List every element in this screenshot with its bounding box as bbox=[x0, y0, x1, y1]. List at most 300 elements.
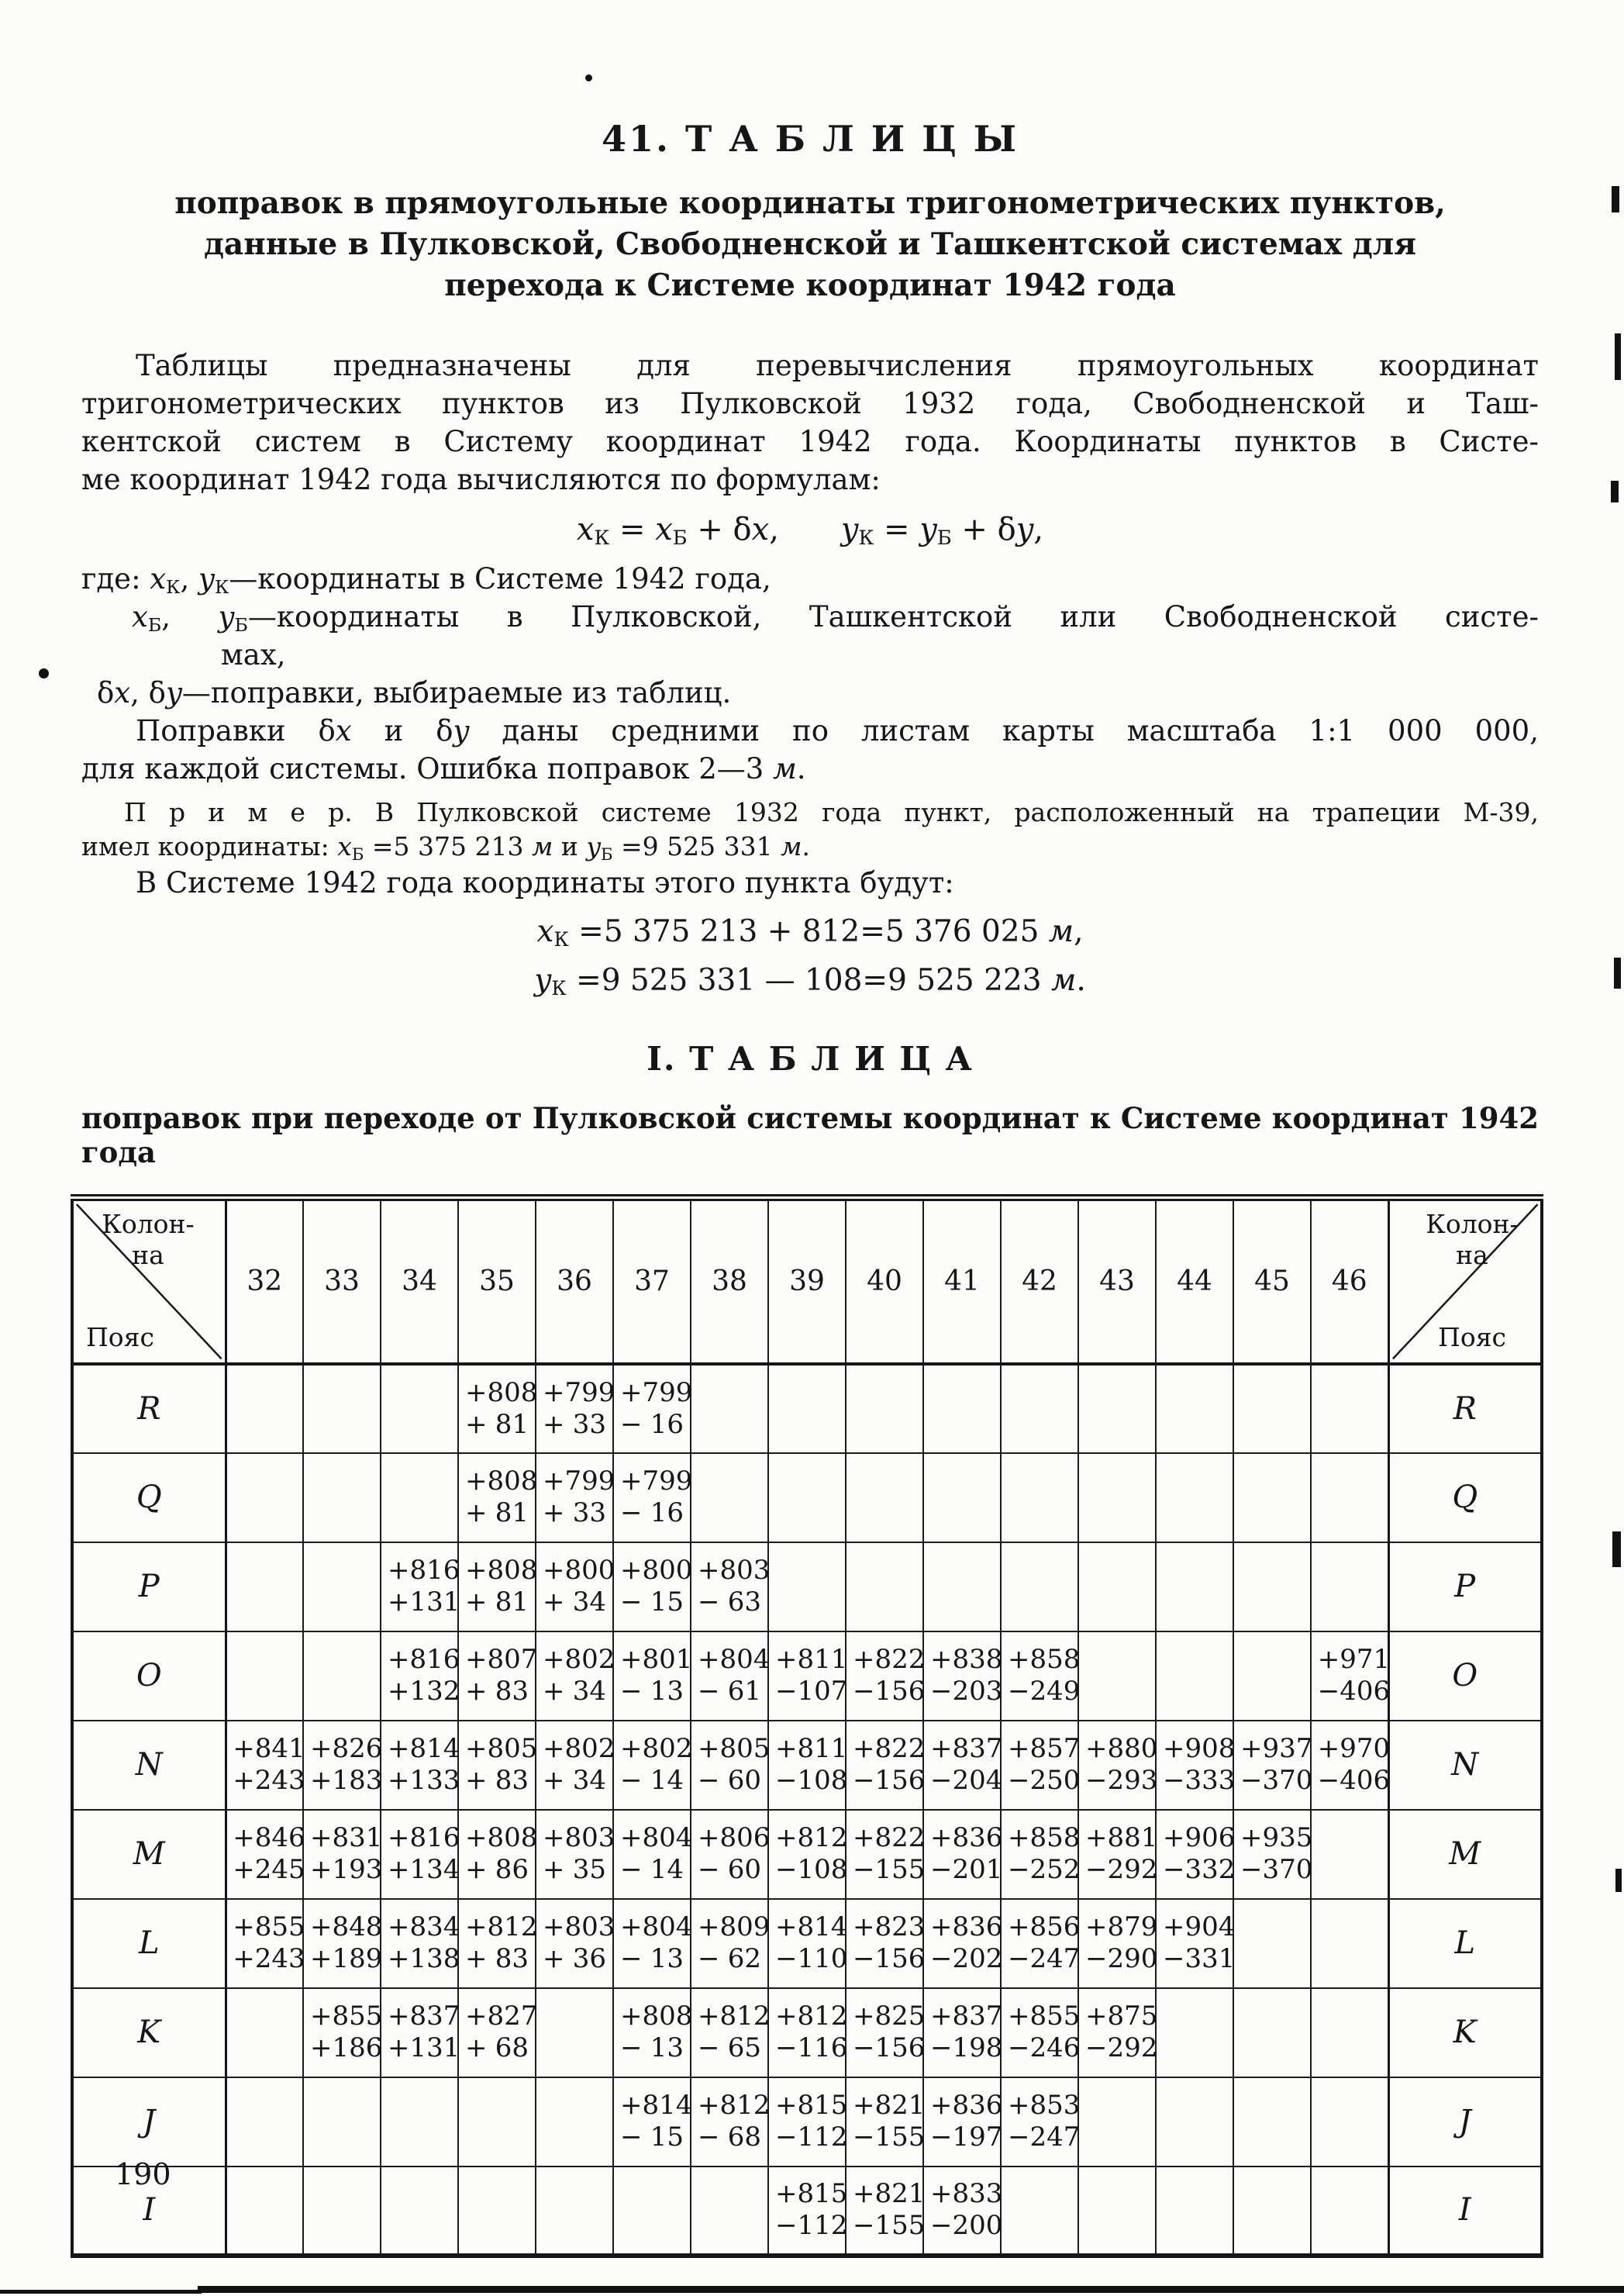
correction-value: − 112 bbox=[775, 2210, 848, 2241]
correction-cell-P-39 bbox=[768, 1542, 846, 1631]
correction-value: − 13 bbox=[620, 2032, 684, 2063]
column-header-37: 37 bbox=[613, 1198, 691, 1364]
correction-value: − 13 bbox=[620, 1943, 684, 1974]
correction-value: − 406 bbox=[1317, 1765, 1391, 1796]
correction-value: − 116 bbox=[775, 2032, 848, 2063]
correction-value: − 112 bbox=[775, 2122, 848, 2153]
correction-value: + 811 bbox=[775, 1644, 848, 1675]
correction-cell-J-39 bbox=[768, 2077, 846, 2167]
main-formula: $x_К = x_Б + \delta x$, $y_К = y_Б + \delta y$, bbox=[576, 512, 1044, 550]
correction-value: + 34 bbox=[543, 1586, 606, 1618]
correction-cell-I-40 bbox=[846, 2167, 926, 2256]
row-label-right-M: M bbox=[1388, 1810, 1542, 1899]
correction-pair bbox=[620, 1644, 693, 1707]
correction-cell-K-41 bbox=[923, 1988, 1001, 2077]
correction-pair bbox=[388, 1822, 460, 1886]
correction-value: + 245 bbox=[233, 1854, 305, 1885]
row-label-left-N: N bbox=[72, 1721, 226, 1810]
example-paragraph bbox=[81, 796, 1539, 864]
column-header-44: 44 bbox=[1156, 1198, 1233, 1364]
scan-bottom-bar bbox=[0, 2290, 202, 2294]
correction-value: − 155 bbox=[853, 2210, 926, 2241]
correction-value: + 803 bbox=[543, 1911, 615, 1942]
text-line: ме координат 1942 года вычисляются по формулам: bbox=[81, 463, 881, 496]
correction-value: + 81 bbox=[465, 1408, 529, 1440]
correction-value: + 799 bbox=[620, 1376, 693, 1408]
correction-cell-O-36 bbox=[536, 1631, 613, 1721]
correction-pair bbox=[1008, 1644, 1081, 1707]
correction-value: − 406 bbox=[1317, 1676, 1391, 1707]
correction-value: − 156 bbox=[853, 1765, 926, 1796]
correction-cell-N-35 bbox=[458, 1721, 536, 1810]
correction-cell-N-42 bbox=[1001, 1721, 1081, 1810]
correction-pair bbox=[310, 1733, 383, 1797]
column-header-38: 38 bbox=[691, 1198, 768, 1364]
correction-cell-Q-46 bbox=[1311, 1453, 1388, 1542]
correction-cell-P-35 bbox=[458, 1542, 536, 1631]
correction-cell-J-40 bbox=[846, 2077, 926, 2167]
correction-cell-L-42 bbox=[1001, 1899, 1081, 1988]
correction-cell-M-44 bbox=[1156, 1810, 1236, 1899]
correction-cell-I-36 bbox=[536, 2167, 613, 2256]
text-line: $x_Б$, $y_Б—координаты$ в Пулковской, Ташкентской или Свободненской систе- bbox=[132, 600, 1540, 636]
scan-edge-mark bbox=[1615, 1869, 1622, 1892]
correction-value: + 904 bbox=[1163, 1911, 1236, 1942]
correction-pair bbox=[620, 2090, 693, 2153]
chapter-subtitle-line: данные в Пулковской, Свободненской и Ташкентской системах для bbox=[203, 226, 1417, 262]
correction-value: − 63 bbox=[698, 1586, 761, 1618]
correction-cell-M-46 bbox=[1311, 1810, 1388, 1899]
correction-cell-K-43 bbox=[1078, 1988, 1156, 2077]
correction-value: + 33 bbox=[543, 1408, 606, 1440]
column-header-41: 41 bbox=[923, 1198, 1001, 1364]
correction-cell-I-37 bbox=[613, 2167, 691, 2256]
correction-value: + 827 bbox=[465, 2001, 538, 2032]
correction-value: + 857 bbox=[1008, 1733, 1081, 1764]
correction-value: − 156 bbox=[853, 1676, 926, 1707]
correction-pair bbox=[1240, 1822, 1313, 1886]
correction-value: − 250 bbox=[1008, 1765, 1081, 1796]
correction-value: + 970 bbox=[1317, 1733, 1391, 1764]
correction-cell-M-36 bbox=[536, 1810, 613, 1899]
correction-value: + 131 bbox=[388, 2032, 460, 2063]
correction-cell-P-32 bbox=[226, 1542, 303, 1631]
correction-cell-R-43 bbox=[1078, 1364, 1156, 1453]
correction-value: − 292 bbox=[1085, 2032, 1158, 2063]
correction-value: − 292 bbox=[1085, 1854, 1158, 1885]
correction-value: + 837 bbox=[930, 1733, 1003, 1764]
correction-value: + 833 bbox=[930, 2178, 1003, 2209]
correction-value: + 800 bbox=[620, 1555, 693, 1586]
correction-value: − 16 bbox=[620, 1497, 684, 1528]
table-header-row bbox=[72, 1198, 1542, 1364]
correction-cell-P-36 bbox=[536, 1542, 613, 1631]
correction-value: + 799 bbox=[543, 1466, 615, 1497]
row-label-left-P: P bbox=[72, 1542, 226, 1631]
correction-value: + 821 bbox=[853, 2178, 926, 2209]
correction-value: − 332 bbox=[1163, 1854, 1236, 1885]
correction-value: − 293 bbox=[1085, 1765, 1158, 1796]
correction-value: + 804 bbox=[620, 1911, 693, 1942]
correction-pair bbox=[465, 1555, 538, 1618]
correction-cell-L-38 bbox=[691, 1899, 771, 1988]
correction-value: + 81 bbox=[465, 1586, 529, 1618]
correction-pair bbox=[620, 1733, 693, 1797]
correction-cell-J-38 bbox=[691, 2077, 771, 2167]
correction-pair bbox=[620, 1822, 693, 1886]
correction-cell-N-39 bbox=[768, 1721, 846, 1810]
correction-cell-J-44 bbox=[1156, 2077, 1233, 2167]
correction-pair bbox=[388, 2001, 460, 2064]
correction-pair bbox=[775, 1733, 848, 1797]
row-label-right-R: R bbox=[1388, 1364, 1542, 1453]
result-intro-line bbox=[81, 864, 1539, 902]
correction-value: − 252 bbox=[1008, 1854, 1081, 1885]
correction-value: + 800 bbox=[543, 1555, 615, 1586]
correction-pair bbox=[620, 1376, 693, 1441]
correction-pair bbox=[853, 2090, 926, 2153]
row-label-left-L: L bbox=[72, 1899, 226, 1988]
page-number: 190 bbox=[115, 2157, 171, 2191]
correction-cell-I-46 bbox=[1311, 2167, 1388, 2256]
correction-value: + 804 bbox=[698, 1644, 771, 1675]
correction-value: + 134 bbox=[388, 1854, 460, 1885]
correction-value: + 881 bbox=[1085, 1822, 1158, 1853]
table-row-L bbox=[72, 1899, 1542, 1988]
correction-cell-J-35 bbox=[458, 2077, 536, 2167]
correction-cell-I-43 bbox=[1078, 2167, 1156, 2256]
row-label-left-J: J bbox=[72, 2077, 226, 2167]
correction-cell-N-37 bbox=[613, 1721, 691, 1810]
correction-value: + 812 bbox=[775, 1822, 848, 1853]
correction-pair bbox=[1008, 1822, 1081, 1886]
chapter-title: 41. Т А Б Л И Ц Ы bbox=[602, 118, 1019, 160]
column-header-33: 33 bbox=[303, 1198, 381, 1364]
correction-value: + 823 bbox=[853, 1911, 926, 1942]
scan-edge-mark bbox=[1615, 333, 1621, 380]
correction-pair bbox=[930, 1911, 1003, 1975]
correction-cell-M-39 bbox=[768, 1810, 846, 1899]
correction-value: − 246 bbox=[1008, 2032, 1081, 2063]
correction-cell-J-37 bbox=[613, 2077, 691, 2167]
row-label-left-O: O bbox=[72, 1631, 226, 1721]
correction-cell-I-35 bbox=[458, 2167, 536, 2256]
correction-pair bbox=[698, 1911, 771, 1975]
chapter-subtitle bbox=[81, 183, 1539, 306]
row-label-right-O: O bbox=[1388, 1631, 1542, 1721]
correction-value: + 822 bbox=[853, 1822, 926, 1853]
correction-value: − 13 bbox=[620, 1676, 684, 1707]
correction-cell-K-45 bbox=[1233, 1988, 1311, 2077]
text-line: кентской систем в Систему координат 1942 года. Координаты пунктов в Систе- bbox=[81, 425, 1539, 458]
correction-cell-J-33 bbox=[303, 2077, 381, 2167]
correction-value: − 370 bbox=[1240, 1854, 1313, 1885]
correction-value: + 821 bbox=[853, 2090, 926, 2121]
column-header-45: 45 bbox=[1233, 1198, 1311, 1364]
correction-cell-R-32 bbox=[226, 1364, 303, 1453]
correction-cell-O-44 bbox=[1156, 1631, 1233, 1721]
correction-value: + 906 bbox=[1163, 1822, 1236, 1853]
chapter-subtitle-line: поправок в прямоугольные координаты тригонометрических пунктов, bbox=[174, 185, 1446, 221]
correction-pair bbox=[543, 1911, 615, 1975]
text-line: для каждой системы. Ошибка поправок 2—3 м. bbox=[81, 752, 806, 785]
correction-cell-M-35 bbox=[458, 1810, 536, 1899]
column-header-34: 34 bbox=[381, 1198, 458, 1364]
correction-value: + 243 bbox=[233, 1943, 305, 1974]
correction-value: + 822 bbox=[853, 1644, 926, 1675]
text-line: Поправки δx и δy даны средними по листам карты масштаба 1:1 000 000, bbox=[136, 714, 1539, 747]
correction-value: − 331 bbox=[1163, 1943, 1236, 1974]
correction-value: + 83 bbox=[465, 1676, 529, 1707]
correction-cell-O-34 bbox=[381, 1631, 458, 1721]
correction-value: + 138 bbox=[388, 1943, 460, 1974]
column-header-35: 35 bbox=[458, 1198, 536, 1364]
correction-value: − 200 bbox=[930, 2210, 1003, 2241]
correction-cell-N-41 bbox=[923, 1721, 1001, 1810]
correction-cell-J-36 bbox=[536, 2077, 613, 2167]
table-row-O bbox=[72, 1631, 1542, 1721]
correction-pair bbox=[1008, 1911, 1081, 1975]
correction-pair bbox=[1008, 1733, 1081, 1797]
correction-cell-O-33 bbox=[303, 1631, 381, 1721]
correction-value: + 853 bbox=[1008, 2090, 1081, 2121]
corner-cell-left bbox=[72, 1198, 226, 1364]
correction-cell-I-32 bbox=[226, 2167, 303, 2256]
correction-value: − 68 bbox=[698, 2122, 761, 2153]
correction-cell-I-33 bbox=[303, 2167, 381, 2256]
scan-speck bbox=[585, 74, 592, 81]
correction-cell-N-38 bbox=[691, 1721, 771, 1810]
row-label-right-K: K bbox=[1388, 1988, 1542, 2077]
correction-pair bbox=[1163, 1911, 1236, 1975]
correction-value: + 935 bbox=[1240, 1822, 1313, 1853]
table-row-I bbox=[72, 2167, 1542, 2256]
intro-paragraph bbox=[81, 347, 1539, 499]
correction-cell-L-43 bbox=[1078, 1899, 1156, 1988]
correction-cell-Q-40 bbox=[846, 1453, 923, 1542]
correction-cell-Q-33 bbox=[303, 1453, 381, 1542]
row-label-right-Q: Q bbox=[1388, 1453, 1542, 1542]
correction-pair bbox=[543, 1733, 615, 1797]
correction-cell-M-32 bbox=[226, 1810, 303, 1899]
correction-cell-R-44 bbox=[1156, 1364, 1233, 1453]
scan-bottom-bar bbox=[198, 2286, 1624, 2293]
correction-value: + 826 bbox=[310, 1733, 383, 1764]
table-row-K bbox=[72, 1988, 1542, 2077]
correction-pair bbox=[1240, 1733, 1313, 1797]
correction-cell-R-41 bbox=[923, 1364, 1001, 1453]
correction-cell-R-42 bbox=[1001, 1364, 1078, 1453]
table-row-J bbox=[72, 2077, 1542, 2167]
row-label-right-P: P bbox=[1388, 1542, 1542, 1631]
correction-value: − 247 bbox=[1008, 1943, 1081, 1974]
row-label-right-J: J bbox=[1388, 2077, 1542, 2167]
correction-pair bbox=[698, 1733, 771, 1797]
correction-value: + 186 bbox=[310, 2032, 383, 2063]
correction-value: + 816 bbox=[388, 1644, 460, 1675]
correction-cell-L-33 bbox=[303, 1899, 381, 1988]
text-line: мах, bbox=[221, 638, 286, 672]
correction-pair bbox=[465, 1733, 538, 1797]
correction-value: + 86 bbox=[465, 1854, 529, 1885]
correction-value: + 803 bbox=[698, 1555, 771, 1586]
correction-pair bbox=[930, 1644, 1003, 1707]
correction-cell-I-42 bbox=[1001, 2167, 1078, 2256]
correction-value: + 243 bbox=[233, 1765, 305, 1796]
correction-value: + 831 bbox=[310, 1822, 383, 1853]
correction-cell-I-41 bbox=[923, 2167, 1001, 2256]
correction-pair bbox=[1085, 2001, 1158, 2064]
correction-value: + 806 bbox=[698, 1822, 771, 1853]
correction-cell-P-38 bbox=[691, 1542, 771, 1631]
correction-cell-M-34 bbox=[381, 1810, 458, 1899]
body-text bbox=[81, 347, 1539, 1000]
correction-cell-K-33 bbox=[303, 1988, 381, 2077]
correction-cell-Q-45 bbox=[1233, 1453, 1311, 1542]
correction-pair bbox=[233, 1911, 305, 1975]
correction-cell-P-45 bbox=[1233, 1542, 1311, 1631]
correction-value: + 805 bbox=[698, 1733, 771, 1764]
correction-cell-P-34 bbox=[381, 1542, 458, 1631]
row-label-left-K: K bbox=[72, 1988, 226, 2077]
correction-value: + 837 bbox=[930, 2001, 1003, 2032]
correction-cell-L-34 bbox=[381, 1899, 458, 1988]
correction-cell-Q-42 bbox=[1001, 1453, 1078, 1542]
correction-cell-K-40 bbox=[846, 1988, 926, 2077]
correction-value: + 83 bbox=[465, 1765, 529, 1796]
correction-cell-J-41 bbox=[923, 2077, 1001, 2167]
correction-cell-M-37 bbox=[613, 1810, 691, 1899]
correction-value: − 203 bbox=[930, 1676, 1003, 1707]
correction-cell-K-42 bbox=[1001, 1988, 1081, 2077]
correction-pair bbox=[698, 1644, 771, 1707]
correction-value: + 825 bbox=[853, 2001, 926, 2032]
corner-zone-label: Пояс bbox=[1438, 1321, 1506, 1352]
correction-pair bbox=[620, 1555, 693, 1618]
correction-cell-L-36 bbox=[536, 1899, 613, 1988]
correction-cell-K-37 bbox=[613, 1988, 691, 2077]
correction-cell-N-43 bbox=[1078, 1721, 1156, 1810]
correction-pair bbox=[698, 2001, 771, 2064]
correction-value: + 189 bbox=[310, 1943, 383, 1974]
correction-cell-P-44 bbox=[1156, 1542, 1233, 1631]
correction-value: − 14 bbox=[620, 1854, 684, 1885]
correction-value: − 110 bbox=[775, 1943, 848, 1974]
correction-value: + 131 bbox=[388, 1586, 460, 1618]
correction-pair bbox=[930, 1822, 1003, 1886]
text-line: Таблицы предназначены для перевычисления прямоугольных координат bbox=[136, 349, 1539, 382]
correction-cell-O-41 bbox=[923, 1631, 1001, 1721]
correction-value: + 812 bbox=[698, 2090, 771, 2121]
correction-value: + 814 bbox=[620, 2090, 693, 2121]
correction-value: + 68 bbox=[465, 2032, 529, 2063]
correction-cell-P-42 bbox=[1001, 1542, 1078, 1631]
correction-value: + 804 bbox=[620, 1822, 693, 1853]
corner-zone-label: Пояс bbox=[86, 1321, 154, 1352]
correction-value: − 60 bbox=[698, 1854, 761, 1885]
correction-cell-P-40 bbox=[846, 1542, 923, 1631]
correction-cell-M-41 bbox=[923, 1810, 1001, 1899]
correction-value: + 908 bbox=[1163, 1733, 1236, 1764]
correction-value: + 802 bbox=[620, 1733, 693, 1764]
correction-pair bbox=[1163, 1822, 1236, 1886]
correction-value: − 15 bbox=[620, 2122, 684, 2153]
correction-cell-L-37 bbox=[613, 1899, 691, 1988]
correction-cell-Q-36 bbox=[536, 1453, 613, 1542]
correction-cell-R-46 bbox=[1311, 1364, 1388, 1453]
correction-cell-I-34 bbox=[381, 2167, 458, 2256]
correction-value: + 858 bbox=[1008, 1822, 1081, 1853]
correction-cell-Q-38 bbox=[691, 1453, 768, 1542]
correction-value: + 822 bbox=[853, 1733, 926, 1764]
correction-pair bbox=[543, 1644, 615, 1707]
correction-pair bbox=[1317, 1644, 1391, 1707]
correction-pair bbox=[543, 1555, 615, 1618]
correction-cell-R-45 bbox=[1233, 1364, 1311, 1453]
correction-value: − 14 bbox=[620, 1765, 684, 1796]
correction-cell-O-37 bbox=[613, 1631, 691, 1721]
correction-cell-K-36 bbox=[536, 1988, 613, 2077]
correction-cell-M-33 bbox=[303, 1810, 381, 1899]
correction-value: + 816 bbox=[388, 1555, 460, 1586]
correction-cell-Q-32 bbox=[226, 1453, 303, 1542]
correction-pair bbox=[465, 1466, 538, 1529]
correction-cell-R-40 bbox=[846, 1364, 923, 1453]
correction-value: + 801 bbox=[620, 1644, 693, 1675]
correction-value: − 65 bbox=[698, 2032, 761, 2063]
correction-value: − 202 bbox=[930, 1943, 1003, 1974]
correction-pair bbox=[698, 1822, 771, 1886]
correction-value: + 836 bbox=[930, 2090, 1003, 2121]
correction-cell-P-41 bbox=[923, 1542, 1001, 1631]
correction-value: − 197 bbox=[930, 2122, 1003, 2153]
correction-cell-M-42 bbox=[1001, 1810, 1081, 1899]
correction-pair bbox=[853, 1644, 926, 1707]
correction-value: − 333 bbox=[1163, 1765, 1236, 1796]
correction-value: + 855 bbox=[233, 1911, 305, 1942]
table-row-M bbox=[72, 1810, 1542, 1899]
correction-value: + 802 bbox=[543, 1733, 615, 1764]
correction-value: + 35 bbox=[543, 1854, 606, 1885]
correction-value: − 155 bbox=[853, 2122, 926, 2153]
correction-value: + 133 bbox=[388, 1765, 460, 1796]
correction-cell-K-44 bbox=[1156, 1988, 1233, 2077]
column-header-42: 42 bbox=[1001, 1198, 1078, 1364]
correction-pair bbox=[543, 1822, 615, 1886]
correction-pair bbox=[1317, 1733, 1391, 1797]
correction-value: + 33 bbox=[543, 1497, 606, 1528]
row-label-right-L: L bbox=[1388, 1899, 1542, 1988]
correction-cell-R-39 bbox=[768, 1364, 846, 1453]
where-block bbox=[81, 560, 1539, 712]
correction-cell-P-33 bbox=[303, 1542, 381, 1631]
table-title: I. Т А Б Л И Ц А bbox=[646, 1040, 974, 1078]
correction-cell-R-38 bbox=[691, 1364, 768, 1453]
correction-value: + 811 bbox=[775, 1733, 848, 1764]
correction-cell-Q-37 bbox=[613, 1453, 691, 1542]
correction-value: + 808 bbox=[465, 1376, 538, 1408]
correction-value: − 204 bbox=[930, 1765, 1003, 1796]
correction-cell-M-40 bbox=[846, 1810, 926, 1899]
column-header-40: 40 bbox=[846, 1198, 923, 1364]
correction-pair bbox=[853, 2001, 926, 2064]
correction-pair bbox=[930, 2090, 1003, 2153]
correction-cell-O-32 bbox=[226, 1631, 303, 1721]
correction-cell-R-37 bbox=[613, 1364, 691, 1453]
correction-cell-J-43 bbox=[1078, 2077, 1156, 2167]
correction-cell-Q-44 bbox=[1156, 1453, 1233, 1542]
correction-value: − 61 bbox=[698, 1676, 761, 1707]
